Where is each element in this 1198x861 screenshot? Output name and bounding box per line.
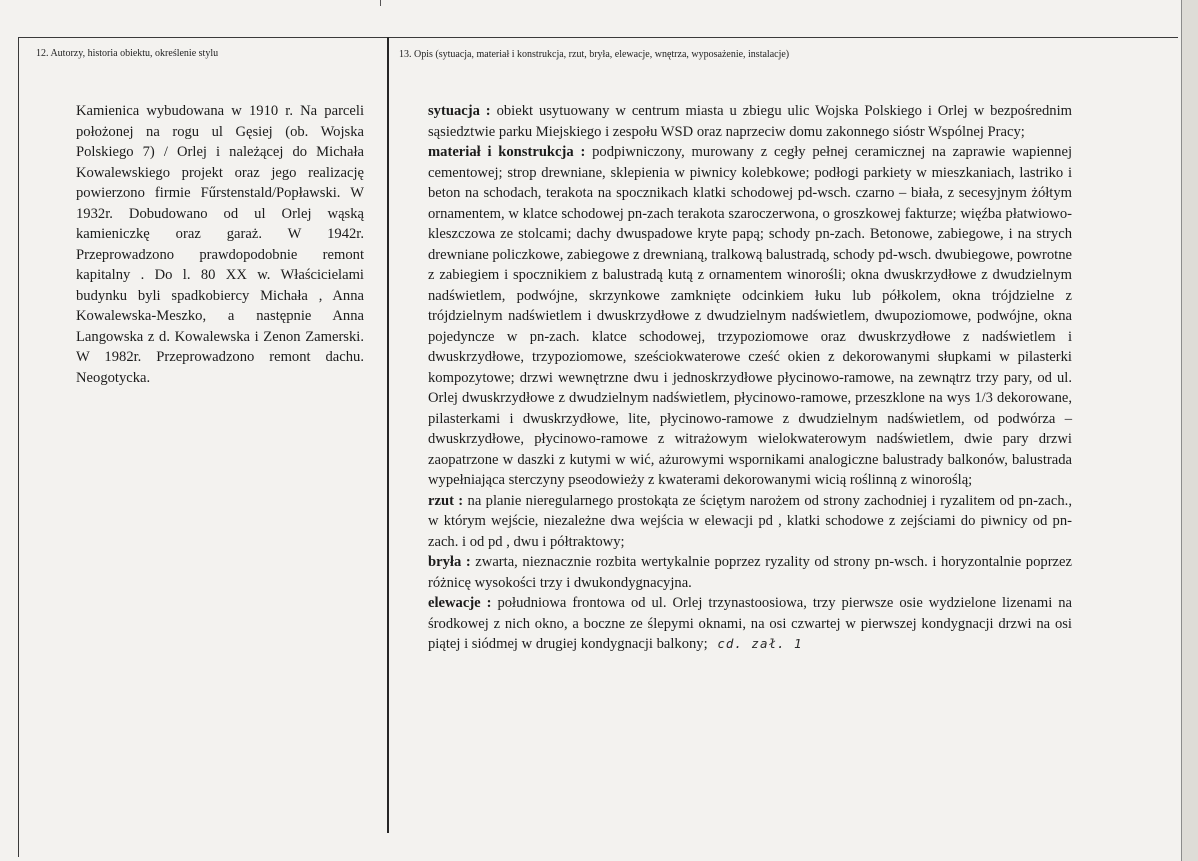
continuation-note: cd. zał. 1: [717, 636, 803, 651]
section-text: obiekt usytuowany w centrum miasta u zbiegu ulic Wojska Polskiego i Orlej w bezpośrednim sąsiedztwie parku Miejskiego i zespołu WSD oraz naprzeciw domu zakonnego sióstr Wspólnej Pracy;: [428, 103, 1072, 140]
section-plan: [428, 491, 1072, 553]
section-term: materiał i konstrukcja :: [428, 144, 586, 160]
scan-margin: [1182, 0, 1198, 861]
section-term: bryła :: [428, 554, 471, 570]
section-situation: [428, 101, 1072, 142]
field-13-label: 13. Opis (sytuacja, materiał i konstrukcja, rzut, bryła, elewacje, wnętrza, wyposażenie, instalacje): [399, 49, 790, 60]
history-text: Kamienica wybudowana w 1910 r. Na parceli położonej na rogu ul Gęsiej (ob. Wojska Polskiego 7) / Orlej i należącej do Michała Kowalewskiego projekt oraz jego realizację powierzono firmie Fűrstenstald/Popławski. W 1932r. Dobudowano od ul Orlej wąską kamieniczkę oraz garaż. W 1942r. Przeprowadzono prawdopodobnie remont kapitalny . Do l. 80 XX w. Właścicielami budynku byli spadkobiercy Michała , Anna Kowalewska-Meszko, a następnie Anna Langowska z d. Kowalewska i Zenon Zamerski. W 1982r. Przeprowadzono remont dachu. Neogotycka.: [76, 103, 364, 386]
section-term: elewacje :: [428, 595, 492, 611]
frame-left-rule: [18, 37, 19, 857]
section-text: zwarta, nieznacznie rozbita wertykalnie poprzez ryzality od strony pn-wsch. i horyzontalnie poprzez różnicę wysokości trzy i dwukondygnacyjna.: [428, 554, 1072, 591]
section-massing: [428, 552, 1072, 593]
section-text: podpiwniczony, murowany z cegły pełnej ceramicznej na zaprawie wapiennej cementowej; strop drewniane, sklepienia w piwnicy kolebkowe; podłogi parkiety w mieszkaniach, lastriko i beton na schodach, terakota na spocznikach klatki schodowej pd-wsch. czarno – biała, z secesyjnym żółtym ornamentem, w klatce schodowej pn-zach terakota szaroczerwona, o groszkowej fakturze; więźba płatwiowo-kleszczowa ze stolcami; dachy dwuspadowe kryte papą; schody pn-zach. Betonowe, zabiegowe, i na strych drewniane policzkowe, zabiegowe z drewnianą, tralkową balustradą, schody pd-wsch. dwubiegowe, powrotne z zabiegiem i spocznikiem z balustradą kutą z ornamentem winorośli; okna dwuskrzydłowe z dwudzielnym nadświetlem, podwójne, skrzynkowe zamknięte odcinkiem łuku lub półkolem, okna trójdzielne z trójdzielnym nadświetlem i dwuskrzydłowe z dwudzielnym nadświetlem, dwupoziomowe, podwójne, okna pojedyncze w pn-zach. klatce schodowej, trzypoziomowe oraz dwuskrzydłowe z nadświetlem i dwuskrzydłowe, trzypoziomowe, sześciokwaterowe cześć okien z dekorowanymi słupkami w pilasterki kompozytowe; drzwi wewnętrzne dwu i jednoskrzydłowe płycinowo-ramowe, na zewnątrz trzy pary, od ul. Orlej dwuskrzydłowe z dwudzielnym nadświetlem, płycinowo-ramowe, przeszklone na wys 1/3 dekorowane, pilasterkami i dwuskrzydłowe, lite, płycinowo-ramowe z dwudzielnym nadświetlem, od podwórza – dwuskrzydłowe, płycinowo-ramowe z witrażowym wielokwaterowym nadświetlem, dwie pary drzwi zaopatrzone w daszki z kutymi w wić, ażurowymi wspornikami analogiczne balustrady balkonów, balustrada wypełniająca sterczyny pseodowieży z kwaterami dekorowanymi wicią roślinną z winoroślą;: [428, 144, 1072, 488]
section-term: rzut :: [428, 492, 464, 509]
top-tick-mark: [380, 0, 381, 6]
frame-top-rule: [18, 37, 1178, 38]
section-text: południowa frontowa od ul. Orlej trzynastoosiowa, trzy pierwsze osie wydzielone lizenami na środkowej z nich okno, a boczne ze ślepymi oknami, na osi czwartej w pierwszej kondygnacji drzwi na osi piątej i siódmej w drugiej kondygnacji balkony;: [428, 595, 1072, 652]
section-text: na planie nieregularnego prostokąta ze ściętym narożem od strony zachodniej i ryzalitem od pn-zach., w którym wejście, niezależne dwa wejścia w elewacji pd , klatki schodowe z zejściami do piwnicy od pn-zach. i od pd , dwu i półtraktowy;: [428, 492, 1072, 550]
field-12-label: 12. Autorzy, historia obiektu, określenie stylu: [36, 48, 219, 59]
section-term: sytuacja :: [428, 103, 491, 119]
section-elevations: [428, 593, 1072, 655]
description-body: [428, 101, 1072, 655]
column-divider: [387, 37, 389, 833]
section-material-construction: [428, 142, 1072, 491]
